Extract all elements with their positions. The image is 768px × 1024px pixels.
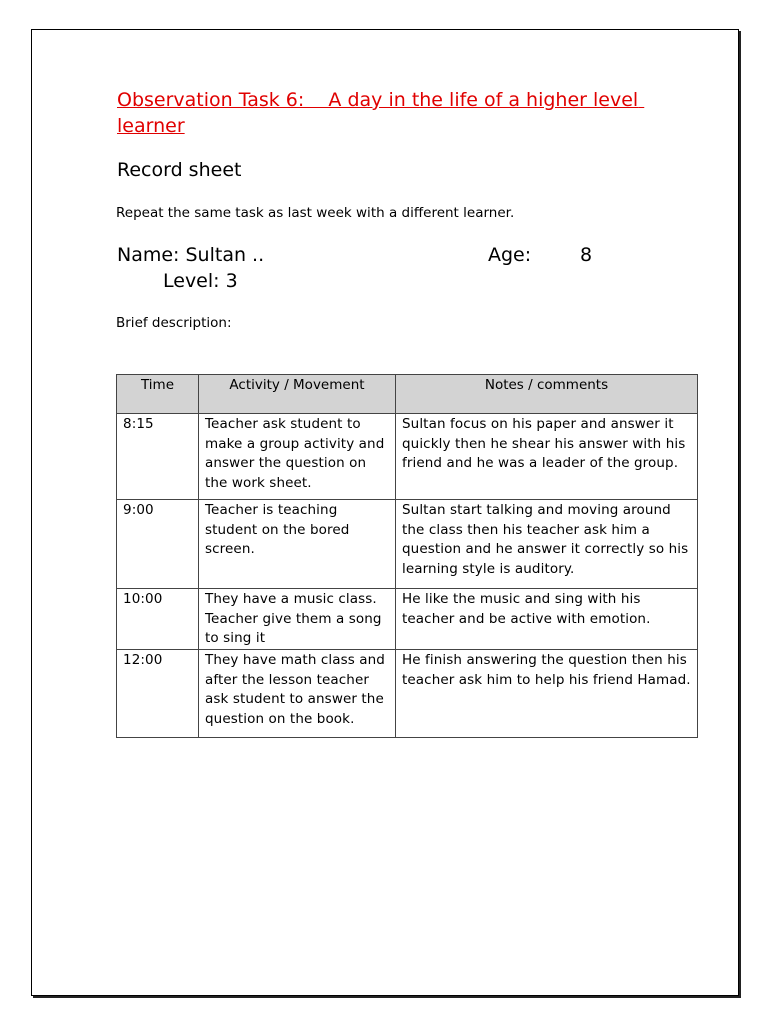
notes-cell: He finish answering the question then his teacher ask him to help his friend Hamad.: [396, 650, 698, 738]
document-title: Observation Task 6: A day in the life of a higher level learner: [117, 89, 645, 137]
learner-level: Level: 3: [163, 270, 238, 292]
table-row: [117, 589, 698, 650]
learner-name: Name: Sultan ..: [117, 244, 265, 266]
table-header-row: [117, 375, 698, 414]
table-row: [117, 650, 698, 738]
activity-cell: Teacher is teaching student on the bored screen.: [199, 500, 396, 589]
time-cell: 8:15: [117, 414, 199, 500]
age-value: 8: [580, 244, 593, 266]
notes-cell: Sultan focus on his paper and answer it quickly then he shear his answer with his friend and he was a leader of the group.: [396, 414, 698, 500]
time-cell: 12:00: [117, 650, 199, 738]
header-time: Time: [117, 375, 199, 414]
observation-table: [116, 374, 698, 738]
age-label: Age:: [488, 244, 532, 266]
notes-cell: He like the music and sing with his teacher and be active with emotion.: [396, 589, 698, 650]
activity-cell: Teacher ask student to make a group activity and answer the question on the work sheet.: [199, 414, 396, 500]
table-row: [117, 414, 698, 500]
time-cell: 10:00: [117, 589, 199, 650]
brief-description-label: Brief description:: [116, 315, 232, 331]
notes-cell: Sultan start talking and moving around the class then his teacher ask him a question and he answer it correctly so his learning style is auditory.: [396, 500, 698, 589]
time-cell: 9:00: [117, 500, 199, 589]
header-notes: Notes / comments: [396, 375, 698, 414]
record-sheet-heading: Record sheet: [117, 159, 242, 181]
activity-cell: They have a music class. Teacher give them a song to sing it: [199, 589, 396, 650]
header-activity: Activity / Movement: [199, 375, 396, 414]
activity-cell: They have math class and after the lesson teacher ask student to answer the question on the book.: [199, 650, 396, 738]
task-instruction: Repeat the same task as last week with a different learner.: [116, 205, 515, 221]
table-row: [117, 500, 698, 589]
